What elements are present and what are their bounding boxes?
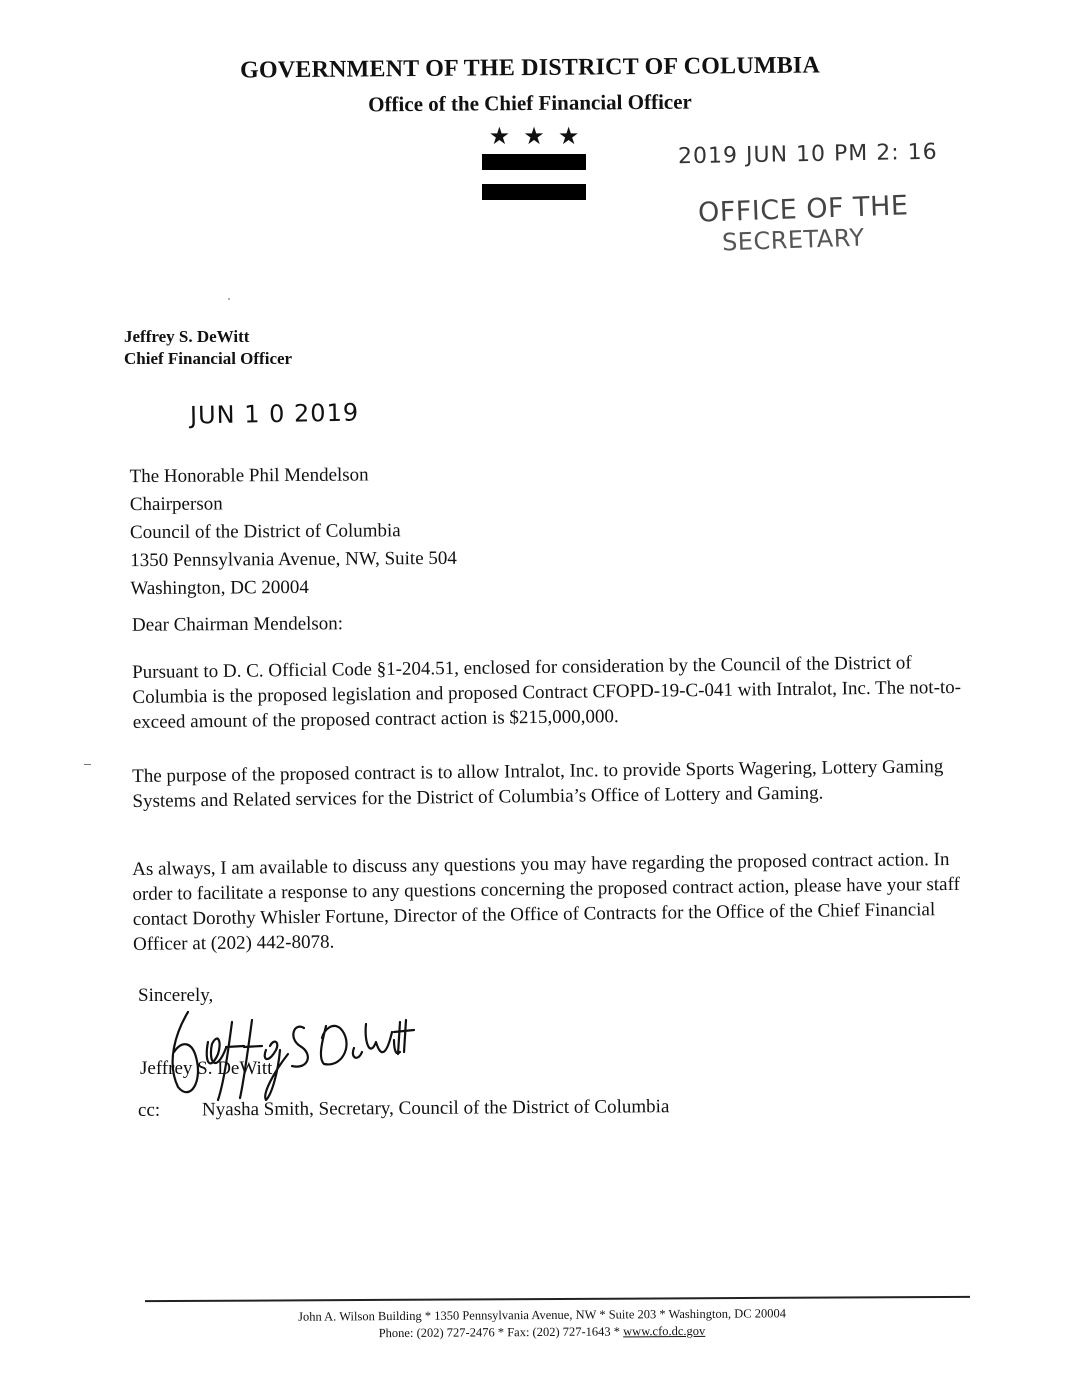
letter-date: JUN 1 0 2019 bbox=[189, 398, 360, 430]
cc-line bbox=[138, 1096, 670, 1122]
scan-speck bbox=[228, 298, 230, 300]
footer-rule bbox=[145, 1296, 970, 1302]
footer-website-link[interactable]: www.cfo.dc.gov bbox=[623, 1323, 706, 1339]
star-icon: ★ bbox=[523, 124, 545, 150]
recipient-name: The Honorable Phil Mendelson bbox=[129, 464, 369, 488]
sender-block bbox=[124, 326, 292, 370]
handwritten-signature bbox=[148, 1002, 418, 1102]
recipient-address bbox=[130, 461, 458, 603]
sender-title: Chief Financial Officer bbox=[124, 349, 293, 368]
star-icon: ★ bbox=[557, 124, 580, 150]
body-paragraph-3: As always, I am available to discuss any questions you may have regarding the proposed contract action. In order to facilitate a response to any questions concerning the proposed contract action, please have your staff contact Dorothy Whisler Fortune, Director of the Office of Contracts for the Office of the Chief Financial Officer at (202) 442-8078. bbox=[132, 849, 960, 955]
received-stamp-datetime: 2019 JUN 10 PM 2: 16 bbox=[677, 139, 938, 170]
flag-bar bbox=[482, 184, 586, 200]
body-paragraph-2: The purpose of the proposed contract is to allow Intralot, Inc. to provide Sports Wagering, Lottery Gaming Systems and Related services for the District of Columbia’s Office of Lottery and Gaming. bbox=[132, 756, 944, 812]
body-paragraph-1: Pursuant to D. C. Official Code §1-204.51, enclosed for consideration by the Council of the District of Columbia is the proposed legislation and proposed Contract CFOPD-19-C-041 with Intralot, Inc. The not-to-exceed amount of the proposed contract action is $215,000,000. bbox=[132, 652, 962, 733]
signer-name: Jeffrey S. DeWitt bbox=[140, 1058, 273, 1079]
recipient-organization: Council of the District of Columbia bbox=[129, 520, 401, 544]
letterhead-government: GOVERNMENT OF THE DISTRICT OF COLUMBIA bbox=[239, 52, 821, 84]
salutation: Dear Chairman Mendelson: bbox=[131, 613, 344, 636]
footer-address: John A. Wilson Building * 1350 Pennsylvania Avenue, NW * Suite 203 * Washington, DC 20004 bbox=[298, 1306, 786, 1324]
received-stamp-secretary: SECRETARY bbox=[721, 223, 865, 257]
dc-flag-emblem bbox=[482, 125, 586, 200]
letterhead-office: Office of the Chief Financial Officer bbox=[368, 89, 692, 117]
cc-recipient: Nyasha Smith, Secretary, Council of the District of Columbia bbox=[201, 1096, 670, 1121]
received-stamp-office: OFFICE OF THE bbox=[697, 190, 909, 229]
footer-phone: Phone: (202) 727-2476 * Fax: (202) 727-1643 * bbox=[378, 1324, 624, 1341]
star-icon: ★ bbox=[488, 124, 511, 150]
margin-mark bbox=[84, 764, 91, 765]
flag-bar bbox=[482, 154, 586, 170]
recipient-city: Washington, DC 20004 bbox=[130, 576, 309, 600]
valediction: Sincerely, bbox=[138, 985, 214, 1006]
recipient-title: Chairperson bbox=[129, 493, 223, 516]
recipient-street: 1350 Pennsylvania Avenue, NW, Suite 504 bbox=[130, 547, 457, 572]
cc-label: cc: bbox=[137, 1099, 161, 1121]
flag-stars bbox=[482, 125, 586, 149]
sender-name: Jeffrey S. DeWitt bbox=[124, 327, 250, 346]
